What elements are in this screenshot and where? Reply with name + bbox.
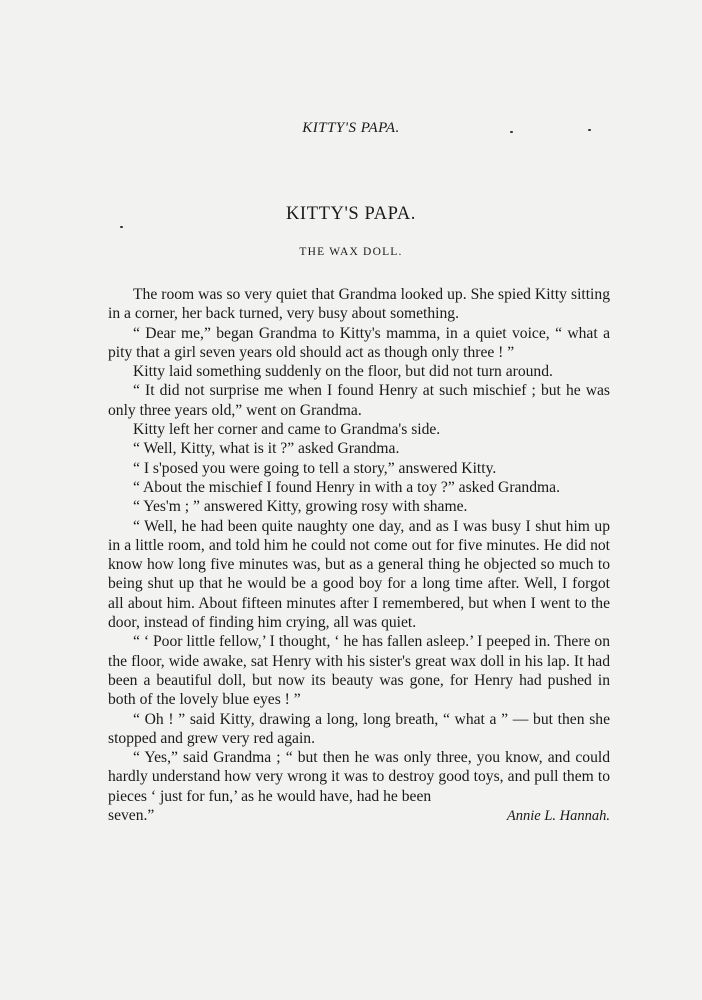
paragraph: “ Yes,” said Grandma ; “ but then he was only three, you know, and could hardly understand how very wrong it was to destroy good toys, and pull them to pieces ‘ just for fun,’ as he would have, had he been — [108, 749, 610, 805]
print-speck — [120, 226, 123, 228]
author-signature: Annie L. Hannah. — [506, 808, 610, 825]
story-body — [108, 285, 610, 826]
print-speck — [510, 131, 513, 133]
closing-line — [108, 806, 610, 826]
paragraph: Kitty left her corner and came to Grandma's side. — [133, 421, 441, 439]
final-words: seven.” — [108, 807, 155, 825]
paragraph: The room was so very quiet that Grandma looked up. She spied Kitty sitting in a corner, her back turned, very busy about something. — [108, 286, 610, 323]
paragraph: “ Well, he had been quite naughty one day, and as I was busy I shut him up in a little room, and told him he could not come out for five minutes. He did not know how long five minutes was, but as a general thing he objected so much to being shut up that he would be a good boy for a long time after. Well, I forgot all about him. About fifteen minutes after I remembered, but when I went to the door, instead of finding him crying, all was quiet. — [108, 517, 610, 632]
paragraph: “ ‘ Poor little fellow,’ I thought, ‘ he has fallen asleep.’ I peeped in. There on the floor, wide awake, sat Henry with his sister's great wax doll in his lap. It had been a beautiful doll, but now its beauty was gone, for Henry had pushed in both of the lovely blue eyes ! ” — [108, 633, 610, 709]
paragraph: “ Oh ! ” said Kitty, drawing a long, long breath, “ what a ” — but then she stopped and grew very red again. — [108, 710, 610, 747]
paragraph: “ Well, Kitty, what is it ?” asked Grandma. — [133, 440, 400, 458]
print-speck — [588, 129, 591, 131]
story-subtitle: THE WAX DOLL. — [299, 246, 403, 258]
paragraph: Kitty laid something suddenly on the floor, but did not turn around. — [133, 363, 553, 381]
paragraph: “ It did not surprise me when I found Henry at such mischief ; but he was only three years old,” went on Grandma. — [108, 382, 610, 419]
paragraph: “ Dear me,” began Grandma to Kitty's mamma, in a quiet voice, “ what a pity that a girl seven years old should act as though only three ! ” — [108, 324, 610, 361]
paragraph: “ I s'posed you were going to tell a story,” answered Kitty. — [133, 459, 497, 477]
paragraph: “ Yes'm ; ” answered Kitty, growing rosy with shame. — [133, 498, 468, 516]
story-title: KITTY'S PAPA. — [285, 204, 417, 224]
paragraph: “ About the mischief I found Henry in with a toy ?” asked Grandma. — [133, 478, 560, 496]
running-head: KITTY'S PAPA. — [302, 120, 400, 136]
